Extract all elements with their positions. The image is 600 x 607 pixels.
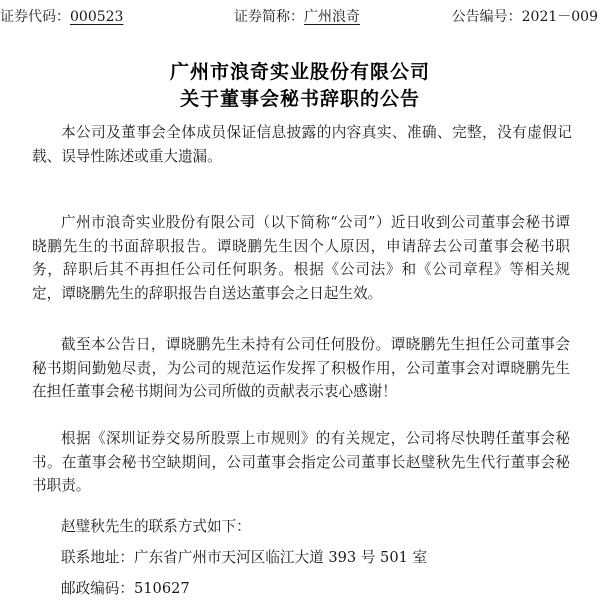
security-abbreviation-value: 广州浪奇 <box>304 9 360 25</box>
announcement-number-value: 2021－009 <box>521 9 598 25</box>
security-abbreviation-label: 证券简称： <box>234 9 304 25</box>
contact-heading: 赵璧秋先生的联系方式如下： <box>61 518 251 535</box>
announcement-number <box>452 6 598 28</box>
announcement-title: 关于董事会秘书辞职的公告 <box>179 88 420 110</box>
contact-postcode: 邮政编码：510627 <box>61 580 190 597</box>
security-code-value: 000523 <box>70 9 124 25</box>
security-code <box>0 6 123 28</box>
company-name-title: 广州市浪奇实业股份有限公司 <box>169 61 430 83</box>
contact-address: 联系地址：广东省广州市天河区临江大道 393 号 501 室 <box>61 549 428 566</box>
body-paragraph-appreciation: 截至本公告日，谭晓鹏先生未持有公司任何股份。谭晓鹏先生担任公司董事会秘书期间勤勉尽责，为公司的规范运作发挥了积极作用，公司董事会对谭晓鹏先生在担任董事会秘书期间为公司所做的贡献表示衷心感谢！ <box>32 336 570 400</box>
body-paragraph-resignation: 广州市浪奇实业股份有限公司（以下简称“公司”）近日收到公司董事会秘书谭晓鹏先生的书面辞职报告。谭晓鹏先生因个人原因，申请辞去公司董事会秘书职务，辞职后其不再担任公司任何职务。根据《公司法》和《公司章程》等相关规定，谭晓鹏先生的辞职报告自送达董事会之日起生效。 <box>32 214 570 302</box>
security-code-label: 证券代码： <box>0 9 70 25</box>
body-paragraph-interim-duty: 根据《深圳证券交易所股票上市规则》的有关规定，公司将尽快聘任董事会秘书。在董事会秘书空缺期间，公司董事会指定公司董事长赵璧秋先生代行董事会秘书职责。 <box>32 430 570 494</box>
board-notice: 本公司及董事会全体成员保证信息披露的内容真实、准确、完整，没有虚假记载、误导性陈述或重大遗漏。 <box>32 124 572 165</box>
announcement-number-label: 公告编号： <box>451 9 522 25</box>
document-header <box>0 6 600 28</box>
security-abbreviation <box>234 6 360 28</box>
